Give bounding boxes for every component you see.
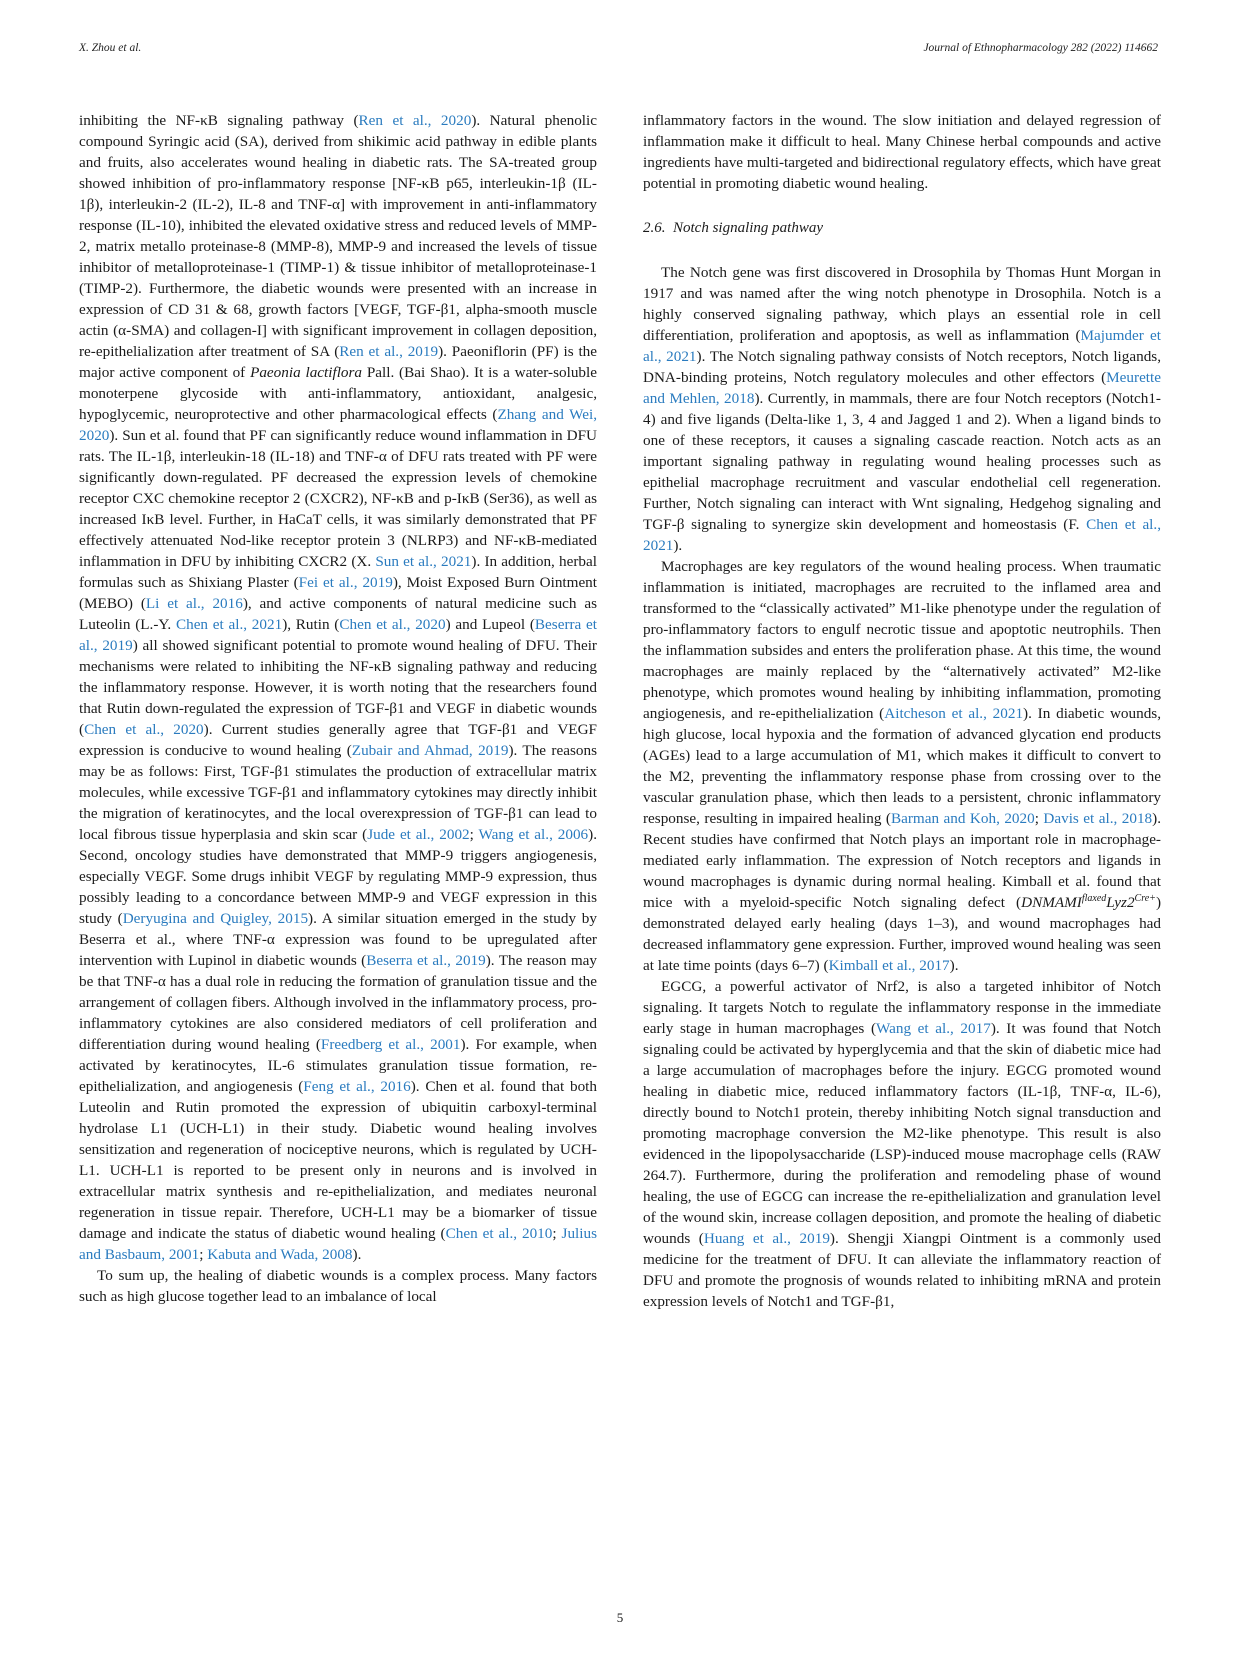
citation-link[interactable]: Sun et al., 2021: [375, 553, 472, 570]
text-run: ). In diabetic wounds, high glucose, local hypoxia and the formation of advanced glycation end products (AGEs) lead to a large accumulation of M1, which makes it difficult to convert to the M2, preventing the inflammatory response phase from crossing over to the vascular granulation phase, which then leads to a persistent, chronic inflammatory response, resulting in impaired healing (: [643, 705, 1161, 827]
text-run: ), Moist Exposed Burn Ointment (MEBO) (: [79, 574, 597, 612]
citation-link[interactable]: Kabuta and Wada, 2008: [207, 1246, 353, 1263]
left-column: [79, 110, 597, 1307]
citation-link[interactable]: Kimball et al., 2017: [828, 957, 950, 974]
text-run: ) and Lupeol (: [445, 616, 535, 633]
citation-link[interactable]: Li et al., 2016: [145, 595, 243, 612]
text-run: ). Natural phenolic compound Syringic acid (SA), derived from shikimic acid pathway in edible plants and fruits, also accelerates wound healing in diabetic rats. The SA-treated group showed inhibition of pro-inflammatory response [NF-κB p65, interleukin-1β (IL-1β), interleukin-2 (IL-2), IL-8 and TNF-α] with improvement in anti-inflammatory response (IL-10), inhibited the elevated oxidative stress and reduced levels of MMP-2, matrix metallo proteinase-8 (MMP-8), MMP-9 and increased the levels of tissue inhibitor of metalloproteinase-1 (TIMP-1) & tissue inhibitor of metalloproteinase-1 (TIMP-2). Furthermore, the diabetic wounds were presented with an increase in expression of CD 31 & 68, growth factors [VEGF, TGF-β1, alpha-smooth muscle actin (α-SMA) and collagen-I] with significant improvement in collagen deposition, re-epithelialization after treatment of SA (: [79, 112, 597, 360]
page-number: 5: [616, 1610, 624, 1625]
right-paragraph-3: [643, 556, 1161, 976]
text-run: ). The Notch signaling pathway consists of Notch receptors, Notch ligands, DNA-binding proteins, Notch regulatory molecules and other effectors (: [643, 348, 1162, 386]
citation-link[interactable]: Huang et al., 2019: [703, 1230, 830, 1247]
citation-link[interactable]: Fei et al., 2019: [298, 574, 393, 591]
text-run: The Notch gene was first discovered in Drosophila by Thomas Hunt Morgan in 1917 and was named after the wing notch phenotype in Drosophila. Notch is a highly conserved signaling pathway, which plays an essential role in cell differentiation, proliferation and apoptosis, as well as inflammation (: [643, 264, 1161, 344]
citation-link[interactable]: Aitcheson et al., 2021: [884, 705, 1024, 722]
text-run: ). The reason may be that TNF-α has a dual role in reducing the formation of granulation tissue and the arrangement of collagen fibers. Although involved in the inflammatory process, pro-inflammatory cytokines are also considered mediators of cell proliferation and differentiation during wound healing (: [79, 952, 597, 1053]
citation-link[interactable]: Beserra et al., 2019: [79, 616, 598, 654]
citation-link[interactable]: Zubair and Ahmad, 2019: [351, 742, 509, 759]
citation-link[interactable]: Chen et al., 2010: [445, 1225, 553, 1242]
citation-link[interactable]: Jude et al., 2002: [367, 826, 470, 843]
text-run: ). Chen et al. found that both Luteolin and Rutin promoted the expression of ubiquitin carboxyl-terminal hydrolase L1 (UCH-L1) in their study. Diabetic wound healing involves sensitization and regeneration of nociceptive neurons, which is regulated by UCH-L1. UCH-L1 is reported to be present only in neurons and is involved in extracellular matrix synthesis and re-epithelialization, and mediates neuronal regeneration in tissue repair. Therefore, UCH-L1 may be a biomarker of tissue damage and indicate the status of diabetic wound healing (: [79, 1078, 597, 1242]
genotype: $DNMAMI^{flaxed}Lyz2^{Cre+}$: [1021, 892, 1156, 911]
text-run: ). Current studies generally agree that TGF-β1 and VEGF expression is conducive to wound healing (: [79, 721, 597, 759]
right-paragraph-2: [643, 262, 1161, 556]
citation-link[interactable]: Wang et al., 2006: [478, 826, 589, 843]
text-run: ) demonstrated delayed early healing (days 1–3), and wound macrophages had decreased inflammatory gene expression. Further, improved wound healing was seen at late time points (days 6–7) (: [643, 894, 1161, 974]
text-run: ). Recent studies have confirmed that Notch plays an important role in macrophage-mediated early inflammation. The expression of Notch receptors and ligands in wound macrophages is dynamic during normal healing. Kimball et al. found that mice with a myeloid-specific Notch signaling defect (: [643, 810, 1161, 911]
citation-link[interactable]: Freedberg et al., 2001: [320, 1036, 461, 1053]
text-run: ). Shengji Xiangpi Ointment is a commonly used medicine for the treatment of DFU. It can alleviate the inflammatory reaction of DFU and promote the prognosis of wounds related to inhibiting mRNA and protein expression levels of Notch1 and TGF-β1,: [643, 1230, 1162, 1310]
citation-link[interactable]: Meurette and Mehlen, 2018: [643, 369, 1161, 407]
citation-link[interactable]: Majumder et al., 2021: [643, 327, 1161, 365]
text-run: ). A similar situation emerged in the study by Beserra et al., where TNF-α expression was found to be upregulated after intervention with Lupinol in diabetic wounds (: [79, 910, 597, 969]
right-paragraph-4: [643, 976, 1161, 1312]
text-run: ). Sun et al. found that PF can significantly reduce wound inflammation in DFU rats. The IL-1β, interleukin-18 (IL-18) and TNF-α of DFU rats treated with PF were significantly down-regulated. PF decreased the expression levels of chemokine receptor CXC chemokine receptor 2 (CXCR2), NF-κB and p-IκB (Ser36), as well as increased IκB level. Further, in HaCaT cells, it was similarly demonstrated that PF effectively attenuated Nod-like receptor protein 3 (NLRP3) and NF-κB-mediated inflammation in DFU by inhibiting CXCR2 (X.: [79, 427, 597, 570]
left-paragraph-2: To sum up, the healing of diabetic wounds is a complex process. Many factors such as high glucose together lead to an imbalance of local: [79, 1267, 597, 1305]
text-run: inhibiting the NF-κB signaling pathway (: [79, 112, 359, 129]
citation-link[interactable]: Davis et al., 2018: [1043, 810, 1153, 827]
citation-link[interactable]: Deryugina and Quigley, 2015: [122, 910, 309, 927]
text-run: ). Paeoniflorin (PF) is the major active component of: [79, 343, 598, 381]
text-run: ;: [1034, 810, 1044, 827]
text-run: ).: [352, 1246, 362, 1263]
citation-link[interactable]: Barman and Koh, 2020: [890, 810, 1035, 827]
citation-link[interactable]: Ren et al., 2019: [339, 343, 439, 360]
citation-link[interactable]: Chen et al., 2021: [643, 516, 1161, 554]
citation-link[interactable]: Julius and Basbaum, 2001: [79, 1225, 597, 1263]
section-title: Notch signaling pathway: [673, 220, 823, 236]
citation-link[interactable]: Beserra et al., 2019: [366, 952, 486, 969]
text-run: Pall. (Bai Shao). It is a water-soluble monoterpene glycoside with anti-inflammatory, antioxidant, analgesic, hypoglycemic, neuroprotective and other pharmacological effects (: [79, 364, 597, 423]
right-paragraph-1: inflammatory factors in the wound. The slow initiation and delayed regression of inflammation make it difficult to heal. Many Chinese herbal compounds and active ingredients have multi-targeted and bidirectional regulatory effects, which have great potential in promoting diabetic wound healing.: [643, 112, 1161, 192]
text-run: ;: [552, 1225, 562, 1242]
text-run: ;: [469, 826, 479, 843]
text-run: ), and active components of natural medicine such as Luteolin (L.-Y.: [79, 595, 597, 633]
citation-link[interactable]: Chen et al., 2020: [84, 721, 204, 738]
citation-link[interactable]: Chen et al., 2020: [339, 616, 446, 633]
text-run: ). For example, when activated by keratinocytes, IL-6 stimulates granulation tissue formation, re-epithelialization, and angiogenesis (: [79, 1036, 597, 1095]
text-run: ). The reasons may be as follows: First, TGF-β1 stimulates the production of extracellular matrix molecules, while excessive TGF-β1 and inflammatory cytokines may directly inhibit the migration of keratinocytes, and the local overexpression of TGF-β1 can lead to local fibrous tissue hyperplasia and skin scar (: [79, 742, 597, 843]
left-paragraph-1: [79, 110, 597, 1265]
citation-link[interactable]: Chen et al., 2021: [175, 616, 283, 633]
running-head-authors: X. Zhou et al.: [79, 42, 142, 54]
section-heading: [643, 218, 1161, 239]
citation-link[interactable]: Zhang and Wei, 2020: [79, 406, 597, 444]
text-run: ), Rutin (: [282, 616, 340, 633]
text-run: ) all showed significant potential to promote wound healing of DFU. Their mechanisms were related to inhibiting the NF-κB signaling pathway and reducing the inflammatory response. However, it is worth noting that the researchers found that Rutin down-regulated the expression of TGF-β1 and VEGF in diabetic wounds (: [79, 637, 597, 738]
text-run: ;: [199, 1246, 208, 1263]
text-run: ). In addition, herbal formulas such as Shixiang Plaster (: [79, 553, 597, 591]
citation-link[interactable]: Feng et al., 2016: [303, 1078, 411, 1095]
text-run: ). Second, oncology studies have demonstrated that MMP-9 triggers angiogenesis, especially VEGF. Some drugs inhibit VEGF by regulating MMP-9 expression, thus possibly leading to a concordance between MMP-9 and VEGF expression in this study (: [79, 826, 597, 927]
species-name: Paeonia lactiflora: [250, 364, 363, 381]
text-run: ). Currently, in mammals, there are four Notch receptors (Notch1-4) and five ligands (Delta-like 1, 3, 4 and Jagged 1 and 2). When a ligand binds to one of these receptors, it causes a signaling cascade reaction. Notch acts as an important signaling pathway in regulating wound healing processes such as epithelial macrophage recruitment and vascular endothelial cell regeneration. Further, Notch signaling can interact with Wnt signaling, Hedgehog signaling and TGF-β signaling to synergize skin development and homeostasis (F.: [643, 390, 1161, 533]
right-column: [643, 110, 1161, 1312]
text-run: EGCG, a powerful activator of Nrf2, is also a targeted inhibitor of Notch signaling. It targets Notch to regulate the inflammatory response in the immediate early stage in human macrophages (: [643, 978, 1161, 1037]
section-number: 2.6.: [643, 220, 666, 236]
text-run: Macrophages are key regulators of the wound healing process. When traumatic inflammation is initiated, macrophages are recruited to the inflamed area and transformed to the “classically activated” M1-like phenotype under the regulation of pro-inflammatory factors to engulf necrotic tissue and apoptotic neutrophils. Then the inflammation subsides and enters the proliferation phase. At this time, the wound macrophages are mainly replaced by the “alternatively activated” M2-like phenotype, which promotes wound healing by inhibiting inflammation, promoting angiogenesis, and re-epithelialization (: [643, 558, 1161, 722]
text-run: ). It was found that Notch signaling could be activated by hyperglycemia and that the skin of diabetic mice had a large accumulation of macrophages before the injury. EGCG promoted wound healing in diabetic mice, reduced inflammatory factors (IL-1β, TNF-α, IL-6), directly bound to Notch1 protein, thereby inhibiting Notch signal transduction and promoting macrophage conversion the M2-like phenotype. This result is also evidenced in the lipopolysaccharide (LSP)-induced mouse macrophage cells (RAW 264.7). Furthermore, during the proliferation and remodeling phase of wound healing, the use of EGCG can increase the re-epithelialization and granulation level of the wound skin, increase collagen deposition, and promote the healing of diabetic wounds (: [643, 1020, 1161, 1247]
text-run: ).: [673, 537, 683, 554]
running-head-journal: Journal of Ethnopharmacology 282 (2022) 114662: [923, 42, 1158, 54]
text-run: ).: [949, 957, 959, 974]
citation-link[interactable]: Ren et al., 2020: [358, 112, 472, 129]
citation-link[interactable]: Wang et al., 2017: [876, 1020, 991, 1037]
